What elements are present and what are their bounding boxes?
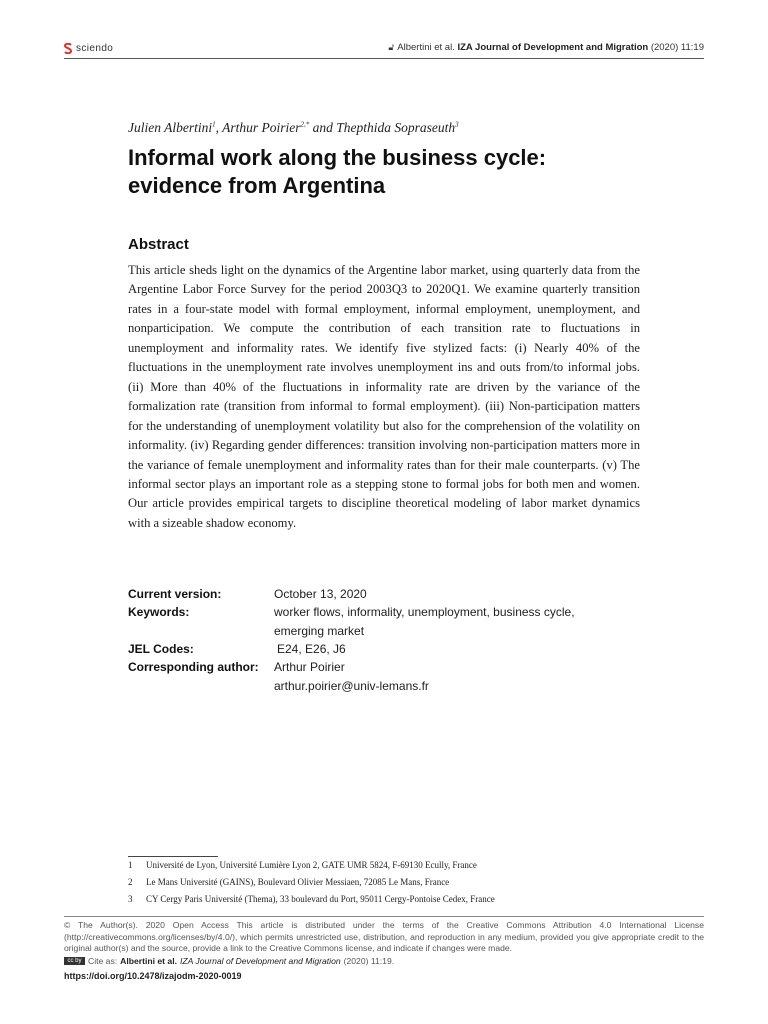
header-citation-suffix: (2020) 11:19 xyxy=(650,42,704,53)
footnote-text: Université de Lyon, Université Lumière Lyon 2, GATE UMR 5824, F-69130 Ecully, France xyxy=(146,860,477,870)
open-access-icon: 🔓︎ xyxy=(388,42,395,52)
current-version-value: October 13, 2020 xyxy=(274,587,367,601)
footnote-divider xyxy=(128,856,218,857)
footnote-text: Le Mans Université (GAINS), Boulevard Olivier Messiaen, 72085 Le Mans, France xyxy=(146,877,450,887)
sciendo-logo-icon xyxy=(64,43,72,54)
author-name: Arthur Poirier xyxy=(222,120,301,135)
license-statement: © The Author(s). 2020 Open Access This article is distributed under the terms of the Creative Commons Attribution 4.0 International License (http://creativecommons.org/licenses/by/4.0/), which permits unrestricted use, distribution, and reproduction in any medium, provided you give appropriate credit to the original author(s) and the source, provide a link to the Creative Commons license, and indicate if changes were made. xyxy=(64,920,704,953)
author-list xyxy=(128,120,459,136)
author-affiliation-marker: 1 xyxy=(212,120,216,129)
creative-commons-icon: cc by xyxy=(64,957,85,965)
cite-authors: Albertini et al. xyxy=(120,956,177,966)
author-name: Thepthida Sopraseuth xyxy=(336,120,456,135)
publisher-logo[interactable] xyxy=(64,43,113,54)
header-journal-name: IZA Journal of Development and Migration xyxy=(457,42,649,53)
abstract-heading: Abstract xyxy=(128,236,189,253)
doi-link[interactable]: https://doi.org/10.2478/izajodm-2020-0019 xyxy=(64,971,242,981)
author-separator: , xyxy=(215,120,223,135)
title-line: Informal work along the business cycle: xyxy=(128,145,547,170)
footnote-number: 2 xyxy=(128,877,133,887)
current-version-label: Current version: xyxy=(128,587,222,601)
footnote-number: 1 xyxy=(128,860,133,870)
author-affiliation-marker: 3 xyxy=(455,120,459,129)
header-divider xyxy=(64,58,704,59)
header-citation-prefix: Albertini et al. xyxy=(397,42,455,53)
keywords-value: worker flows, informality, unemployment, business cycle, xyxy=(274,605,575,619)
footnote-number: 3 xyxy=(128,894,133,904)
license-divider xyxy=(64,916,704,917)
cite-journal: IZA Journal of Development and Migration xyxy=(179,956,341,966)
cite-label: Cite as: xyxy=(88,956,118,966)
publisher-name: sciendo xyxy=(76,43,114,54)
footnote-text: CY Cergy Paris Université (Thema), 33 boulevard du Port, 95011 Cergy-Pontoise Cedex, France xyxy=(146,894,495,904)
jel-codes-label: JEL Codes: xyxy=(128,642,194,656)
cite-as-line xyxy=(64,956,394,966)
title-line: evidence from Argentina xyxy=(128,173,386,198)
corresponding-author-email[interactable]: arthur.poirier@univ-lemans.fr xyxy=(274,679,429,693)
keywords-value-continued: emerging market xyxy=(274,624,365,638)
jel-codes-value: E24, E26, J6 xyxy=(277,642,346,656)
corresponding-author-label: Corresponding author: xyxy=(128,660,259,674)
author-separator: and xyxy=(309,120,337,135)
author-name: Julien Albertini xyxy=(128,120,213,135)
author-affiliation-marker: 2,* xyxy=(300,120,310,129)
corresponding-author-name: Arthur Poirier xyxy=(274,660,345,674)
keywords-label: Keywords: xyxy=(128,605,190,619)
running-header-citation xyxy=(388,42,704,53)
article-title xyxy=(128,144,648,200)
cite-suffix: (2020) 11:19. xyxy=(343,956,395,966)
abstract-body: This article sheds light on the dynamics of the Argentine labor market, using quarterly data from the Argentine Labor Force Survey for the period 2003Q3 to 2020Q1. We examine quarterly transition rates in a four-state model with formal employment, informal employment, unemployment, and nonparticipation. We compute the contribution of each transition rate to fluctuations in unemployment and informality rates. We identify five stylized facts: (i) Nearly 40% of the fluctuations in the unemployment rate involves unemployment ins and outs from/to informal jobs. (ii) More than 40% of the fluctuations in informality rate are driven by the variance of the formalization rate (transition from informal to formal employment). (iii) Non-participation matters for the understanding of unemployment volatility but also for the comprehension of the volatility on informality. (iv) Regarding gender differences: transition involving non-participation matters more in the variance of female unemployment and informality rates than for their male counterparts. (v) The informal sector plays an important role as a stepping stone to formal jobs for both men and women. Our article provides empirical targets to discipline theoretical modeling of labor market dynamics with a sizeable shadow economy. xyxy=(128,263,640,530)
